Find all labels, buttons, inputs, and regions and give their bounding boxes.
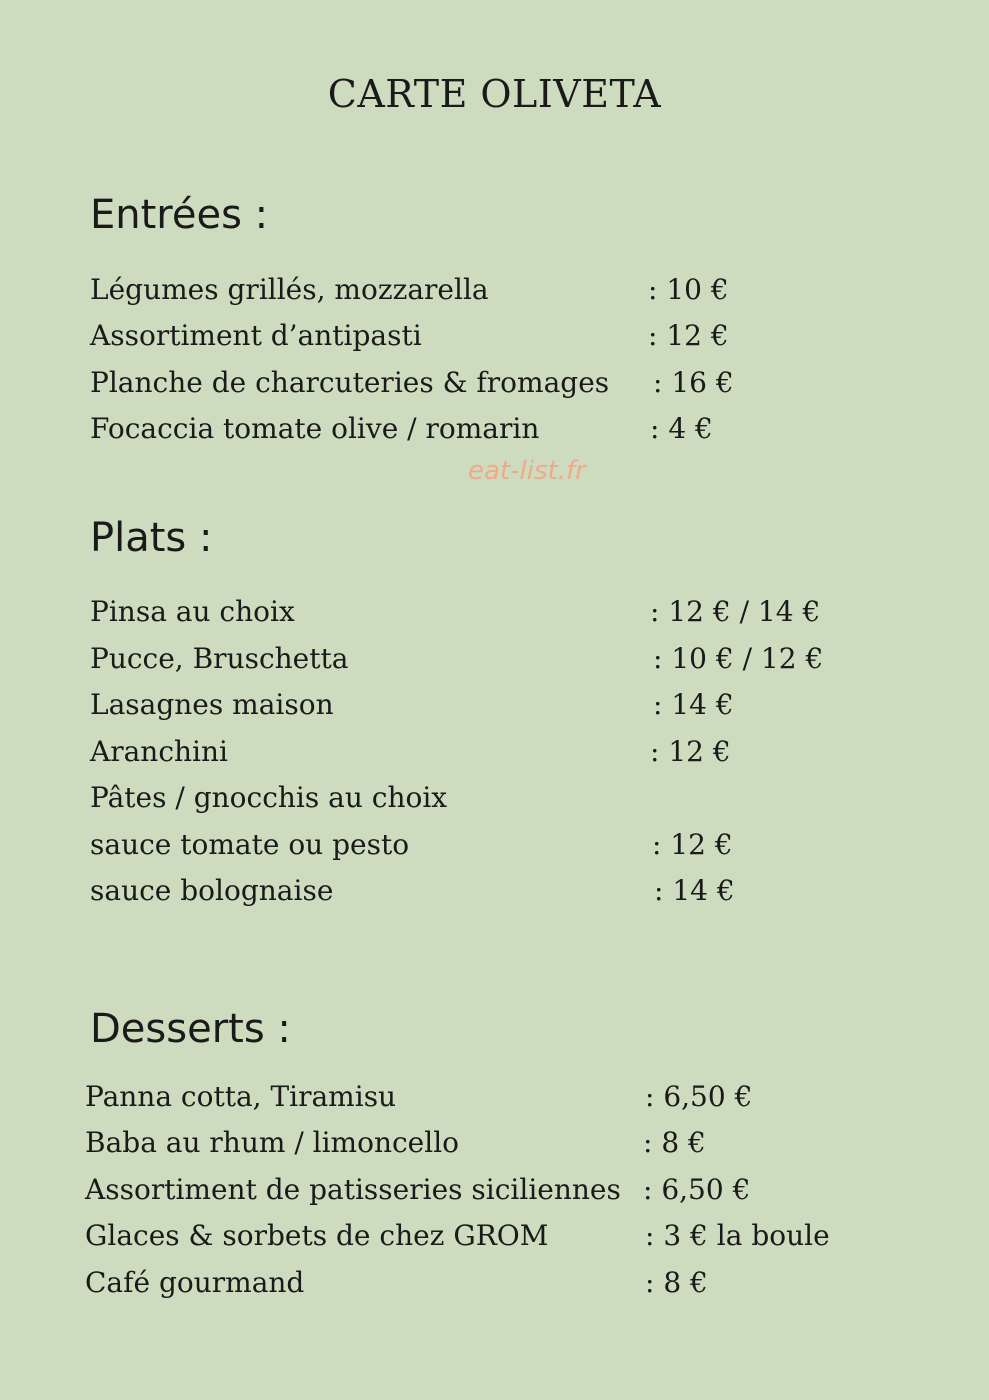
item-name: Assortiment d’antipasti: [90, 319, 422, 352]
item-name: Pâtes / gnocchis au choix: [90, 781, 448, 814]
item-name: Glaces & sorbets de chez GROM: [85, 1219, 549, 1252]
item-name: Focaccia tomate olive / romarin: [90, 412, 540, 445]
menu-title: CARTE OLIVETA: [327, 72, 662, 116]
item-price: : 14 €: [654, 874, 735, 907]
item-price: : 12 € / 14 €: [650, 595, 821, 628]
section-heading-desserts: Desserts :: [90, 1006, 291, 1052]
section-heading-plats: Plats :: [90, 515, 213, 561]
item-price: : 6,50 €: [643, 1173, 751, 1206]
item-price: : 12 €: [652, 828, 733, 861]
item-price: : 8 €: [643, 1126, 706, 1159]
item-name: Assortiment de patisseries siciliennes: [85, 1173, 621, 1206]
item-name: sauce bolognaise: [90, 874, 334, 907]
item-price: : 12 €: [650, 735, 731, 768]
item-price: : 12 €: [648, 319, 729, 352]
item-price: : 3 € la boule: [645, 1219, 830, 1252]
item-name: sauce tomate ou pesto: [90, 828, 410, 861]
item-price: : 4 €: [650, 412, 713, 445]
item-price: : 6,50 €: [645, 1080, 753, 1113]
watermark-text: eat-list.fr: [468, 456, 586, 486]
item-name: Panna cotta, Tiramisu: [85, 1080, 397, 1113]
item-price: : 10 € / 12 €: [653, 642, 824, 675]
item-name: Légumes grillés, mozzarella: [90, 273, 489, 306]
item-name: Lasagnes maison: [90, 688, 334, 721]
item-name: Aranchini: [90, 735, 228, 768]
item-name: Planche de charcuteries & fromages: [90, 366, 610, 399]
item-name: Pinsa au choix: [90, 595, 295, 628]
item-name: Pucce, Bruschetta: [90, 642, 349, 675]
item-price: : 14 €: [653, 688, 734, 721]
section-heading-entrees: Entrées :: [90, 192, 269, 238]
item-price: : 10 €: [648, 273, 729, 306]
item-price: : 16 €: [653, 366, 734, 399]
item-price: : 8 €: [645, 1266, 708, 1299]
item-name: Baba au rhum / limoncello: [85, 1126, 460, 1159]
item-name: Café gourmand: [85, 1266, 305, 1299]
